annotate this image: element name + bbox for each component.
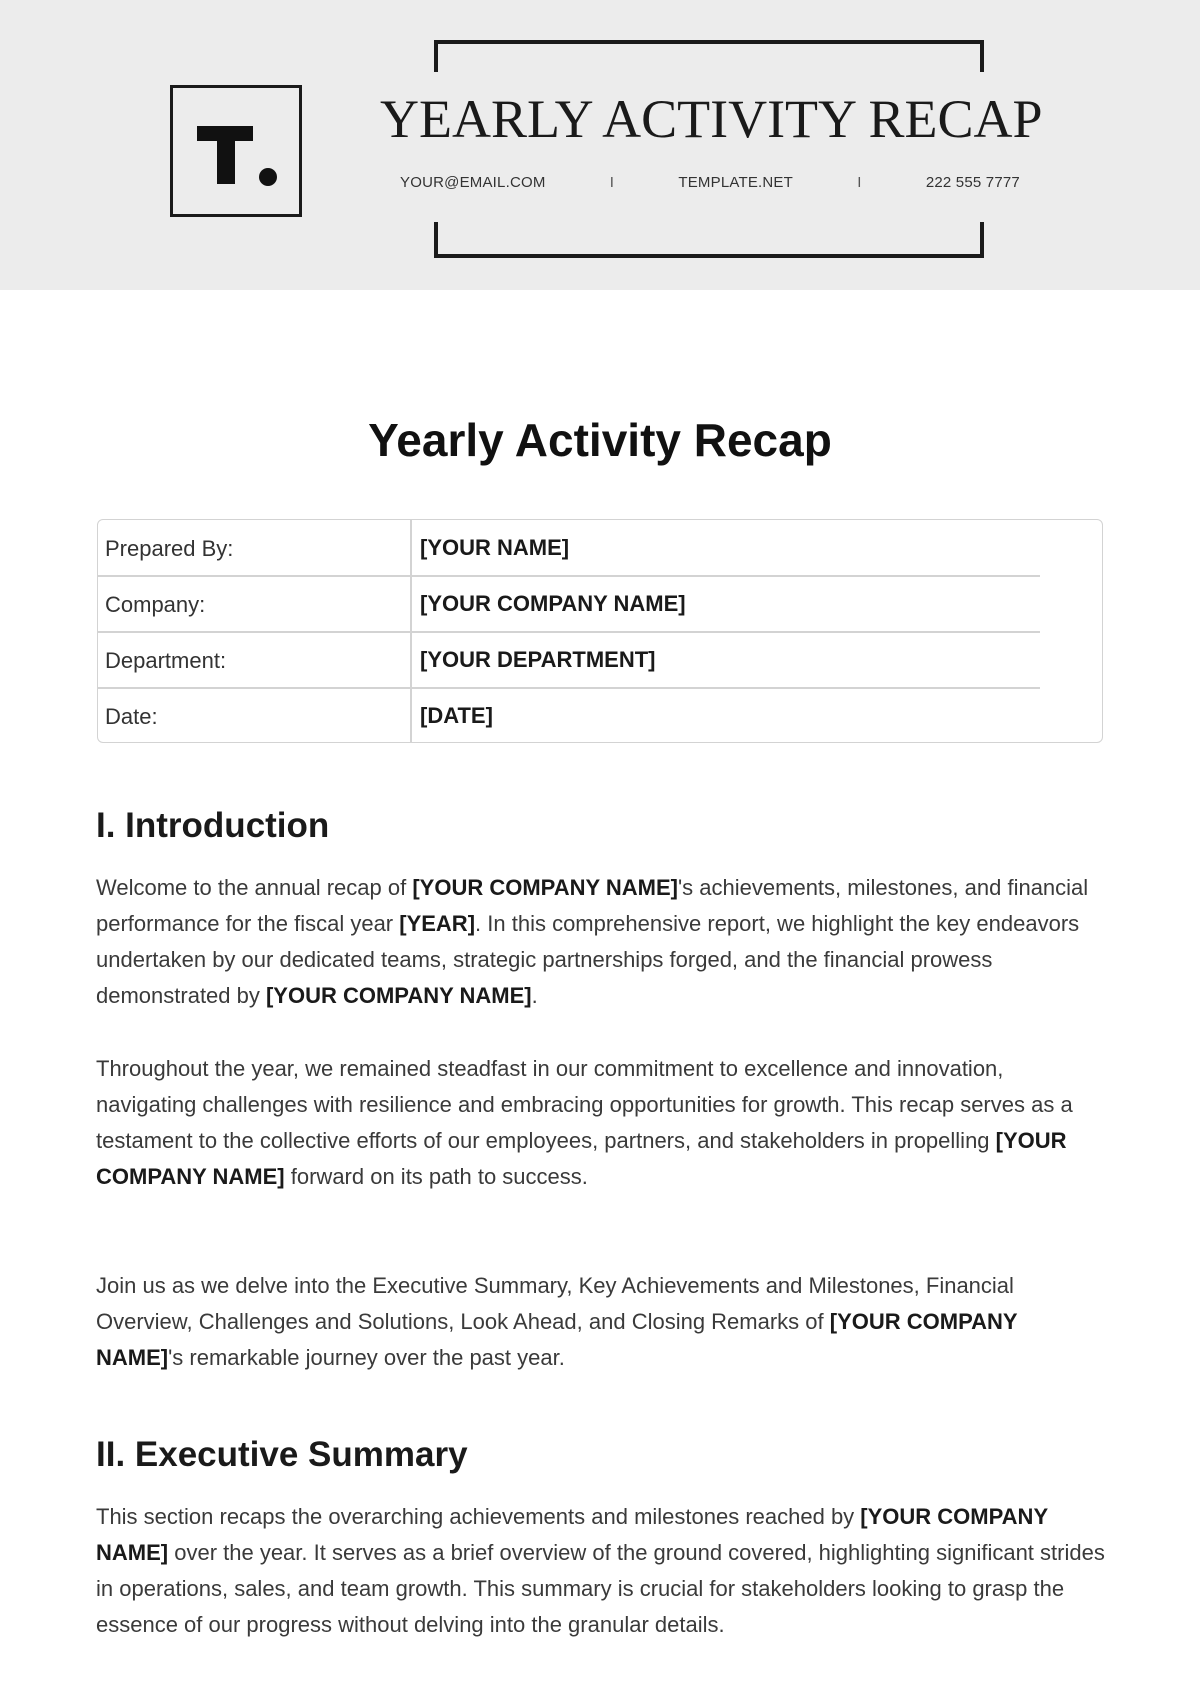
table-row xyxy=(98,520,1102,575)
contact-separator: I xyxy=(609,174,615,191)
row-value-department: [YOUR DEPARTMENT] xyxy=(420,647,656,672)
logo-dot-icon xyxy=(259,168,277,186)
contact-website[interactable]: TEMPLATE.NET xyxy=(678,174,793,191)
intro-paragraph-3 xyxy=(96,1268,1106,1376)
paragraph-text: 's remarkable journey over the past year. xyxy=(168,1345,565,1370)
title-bracket-top xyxy=(434,40,984,72)
brand-title: YEARLY ACTIVITY RECAP xyxy=(380,89,1043,149)
row-label-department: Department: xyxy=(105,648,227,673)
row-value-company: [YOUR COMPANY NAME] xyxy=(420,591,686,616)
paragraph-text: . xyxy=(531,983,538,1008)
bold-placeholder-text: [YOUR COMPANY NAME] xyxy=(96,1504,1048,1565)
intro-paragraph-2 xyxy=(96,1051,1106,1195)
paragraph-text: . In this comprehensive report, we highlight the key endeavors undertaken by our dedicated teams, strategic partnerships forged, and the financial prowess demonstrated by xyxy=(96,911,1080,1008)
page-title: Yearly Activity Recap xyxy=(368,414,832,466)
table-row xyxy=(98,576,1102,631)
logo xyxy=(170,85,302,217)
header-banner xyxy=(0,0,1200,290)
paragraph-text: This section recaps the overarching achievements and milestones reached by xyxy=(96,1504,861,1529)
bold-placeholder-text: [YOUR COMPANY NAME] xyxy=(265,983,532,1008)
bold-placeholder-text: [YOUR COMPANY NAME] xyxy=(96,1128,1067,1189)
title-bracket-bottom xyxy=(434,222,984,258)
row-value-date: [DATE] xyxy=(420,703,493,728)
info-table xyxy=(97,519,1103,743)
logo-t-stem-icon xyxy=(217,126,235,184)
paragraph-text: Throughout the year, we remained steadfast in our commitment to excellence and innovation, navigating challenges with resilience and embracing opportunities for growth. This recap serves as a testament to the collective efforts of our employees, partners, and stakeholders in propelling xyxy=(96,1056,1073,1153)
paragraph-text: forward on its path to success. xyxy=(284,1164,588,1189)
table-row xyxy=(98,688,1102,743)
section-heading-executive-summary: II. Executive Summary xyxy=(96,1435,468,1474)
section-heading-introduction: I. Introduction xyxy=(96,806,330,845)
row-value-prepared-by: [YOUR NAME] xyxy=(420,535,570,560)
bold-placeholder-text: [YEAR] xyxy=(399,911,476,936)
paragraph-text: over the year. It serves as a brief overview of the ground covered, highlighting significant strides in operations, sales, and team growth. This summary is crucial for stakeholders looking to grasp the essence of our progress without delving into the granular details. xyxy=(96,1540,1105,1637)
row-label-prepared-by: Prepared By: xyxy=(105,536,234,561)
row-label-company: Company: xyxy=(105,592,206,617)
paragraph-text: 's achievements, milestones, and financial performance for the fiscal year xyxy=(96,875,1089,936)
paragraph-text: Welcome to the annual recap of xyxy=(96,875,413,900)
contact-line xyxy=(400,174,1020,191)
paragraph-text: Join us as we delve into the Executive Summary, Key Achievements and Milestones, Financial Overview, Challenges and Solutions, Look Ahead, and Closing Remarks of xyxy=(96,1273,1014,1334)
contact-phone[interactable]: 222 555 7777 xyxy=(925,174,1020,191)
bold-placeholder-text: [YOUR COMPANY NAME] xyxy=(412,875,678,900)
bold-placeholder-text: [YOUR COMPANY NAME] xyxy=(96,1309,1018,1370)
row-label-date: Date: xyxy=(105,704,158,729)
executive-summary-paragraph xyxy=(96,1499,1106,1643)
intro-paragraph-1 xyxy=(96,870,1106,1014)
contact-separator: I xyxy=(857,174,862,191)
contact-email[interactable]: YOUR@EMAIL.COM xyxy=(400,174,546,191)
table-row xyxy=(98,632,1102,687)
